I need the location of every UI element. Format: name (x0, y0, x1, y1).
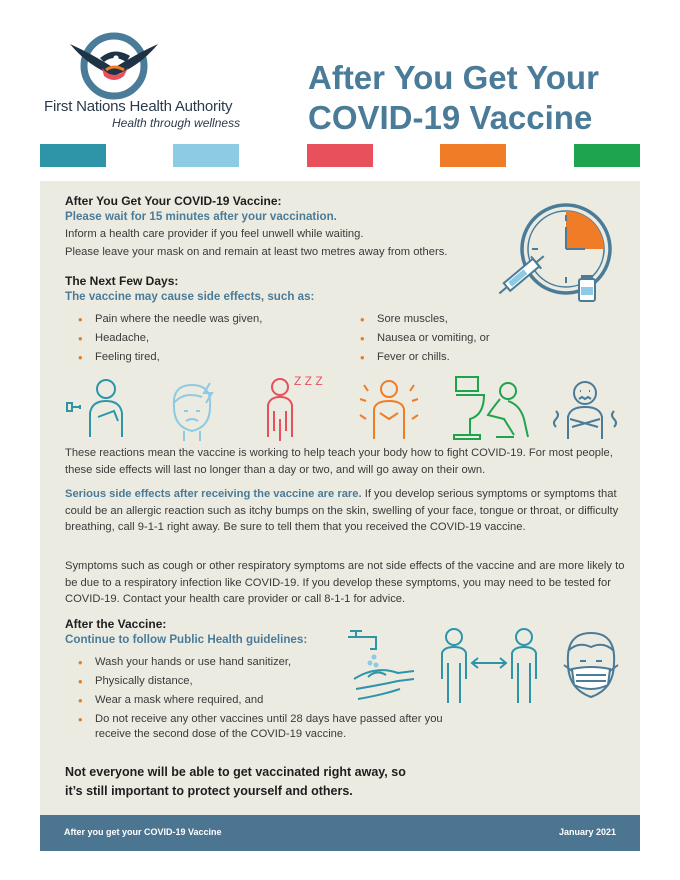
section3-subheading: Continue to follow Public Health guidelines: (65, 633, 308, 646)
list-item: • Sore muscles, (360, 310, 490, 329)
list-item: • Wear a mask where required, and (78, 693, 378, 708)
color-bar-teal (40, 144, 106, 167)
section1-heading: After You Get Your COVID-19 Vaccine: (65, 194, 282, 208)
side-effects-list-left (78, 310, 262, 367)
footer-document-title: After you get your COVID-19 Vaccine (64, 827, 222, 837)
face-mask-icon (558, 627, 624, 703)
serious-effects-paragraph (65, 486, 625, 536)
list-item: • Feeling tired, (78, 348, 262, 367)
serious-effects-lead: Serious side effects after receiving the vaccine are rare. (65, 488, 362, 500)
list-item: • Do not receive any other vaccines until 28 days have passed after you receive the second dose of the COVID-19 vaccine. (78, 712, 478, 742)
reactions-paragraph: These reactions mean the vaccine is working to help teach your body how to fight COVID-19. For most people, these side effects will last no longer than a day or two, and will go away on their own. (65, 447, 613, 476)
page-title-line2: COVID-19 Vaccine (308, 99, 593, 136)
color-bar-green (574, 144, 640, 167)
color-bar-light-blue (173, 144, 239, 167)
hand-washing-icon (346, 629, 418, 709)
org-tagline: Health through wellness (112, 116, 241, 130)
physical-distance-icon (434, 627, 546, 707)
guidelines-list (78, 655, 443, 746)
arm-pain-icon (62, 377, 132, 443)
content-panel (40, 181, 640, 820)
page-title (308, 58, 648, 138)
fnha-logo (44, 28, 244, 138)
org-name: First Nations Health Authority (44, 98, 233, 115)
color-bar-orange (440, 144, 506, 167)
list-item: • Fever or chills. (360, 348, 490, 367)
symptoms-paragraph: Symptoms such as cough or other respiratory symptoms are not side effects of the vaccine and are more likely to be due to a respiratory infection like COVID-19. If you develop these symptoms, you may need to be tested for COVID-19. Contact your health care provider or call 8-1-1 for advice. (65, 560, 625, 605)
section2-subheading: The vaccine may cause side effects, such as: (65, 290, 315, 303)
fnha-logo-icon (70, 28, 160, 100)
list-item: • Physically distance, (78, 674, 378, 689)
nausea-icon (452, 375, 532, 443)
tired-icon (254, 371, 330, 443)
section3-heading: After the Vaccine: (65, 617, 167, 631)
header (0, 0, 680, 140)
closing-line1: Not everyone will be able to get vaccinated right away, so (65, 765, 406, 779)
list-item: • Pain where the needle was given, (78, 310, 262, 329)
section1-subheading: Please wait for 15 minutes after your vaccination. (65, 210, 337, 223)
list-item: • Nausea or vomiting, or (360, 329, 490, 348)
list-item: • Headache, (78, 329, 262, 348)
footer (40, 815, 640, 851)
section1-line2: Please leave your mask on and remain at least two metres away from others. (65, 246, 448, 258)
clock-vaccine-icon (495, 201, 625, 306)
footer-date: January 2021 (558, 827, 616, 837)
svg-text:Z Z Z: Z Z Z (294, 374, 323, 388)
headache-icon (158, 377, 224, 443)
page-title-line1: After You Get Your (308, 59, 599, 96)
serious-effects-text: If you develop serious symptoms or symptoms that could be an allergic reaction such as itchy bumps on the skin, swelling of your face, tongue or throat, or difficulty breathing, call 9-1-1 right away. Be sure to tell them that you received the COVID-19 vaccine. (65, 488, 619, 533)
list-item: • Wash your hands or use hand sanitizer, (78, 655, 378, 670)
section1-line1: Inform a health care provider if you feel unwell while waiting. (65, 228, 364, 240)
closing-line2: it’s still important to protect yourself and others. (65, 784, 353, 798)
fever-chills-icon (550, 377, 620, 443)
side-effects-list-right (360, 310, 490, 367)
color-bar-red (307, 144, 373, 167)
sore-muscles-icon (356, 375, 422, 443)
section2-heading: The Next Few Days: (65, 274, 179, 288)
